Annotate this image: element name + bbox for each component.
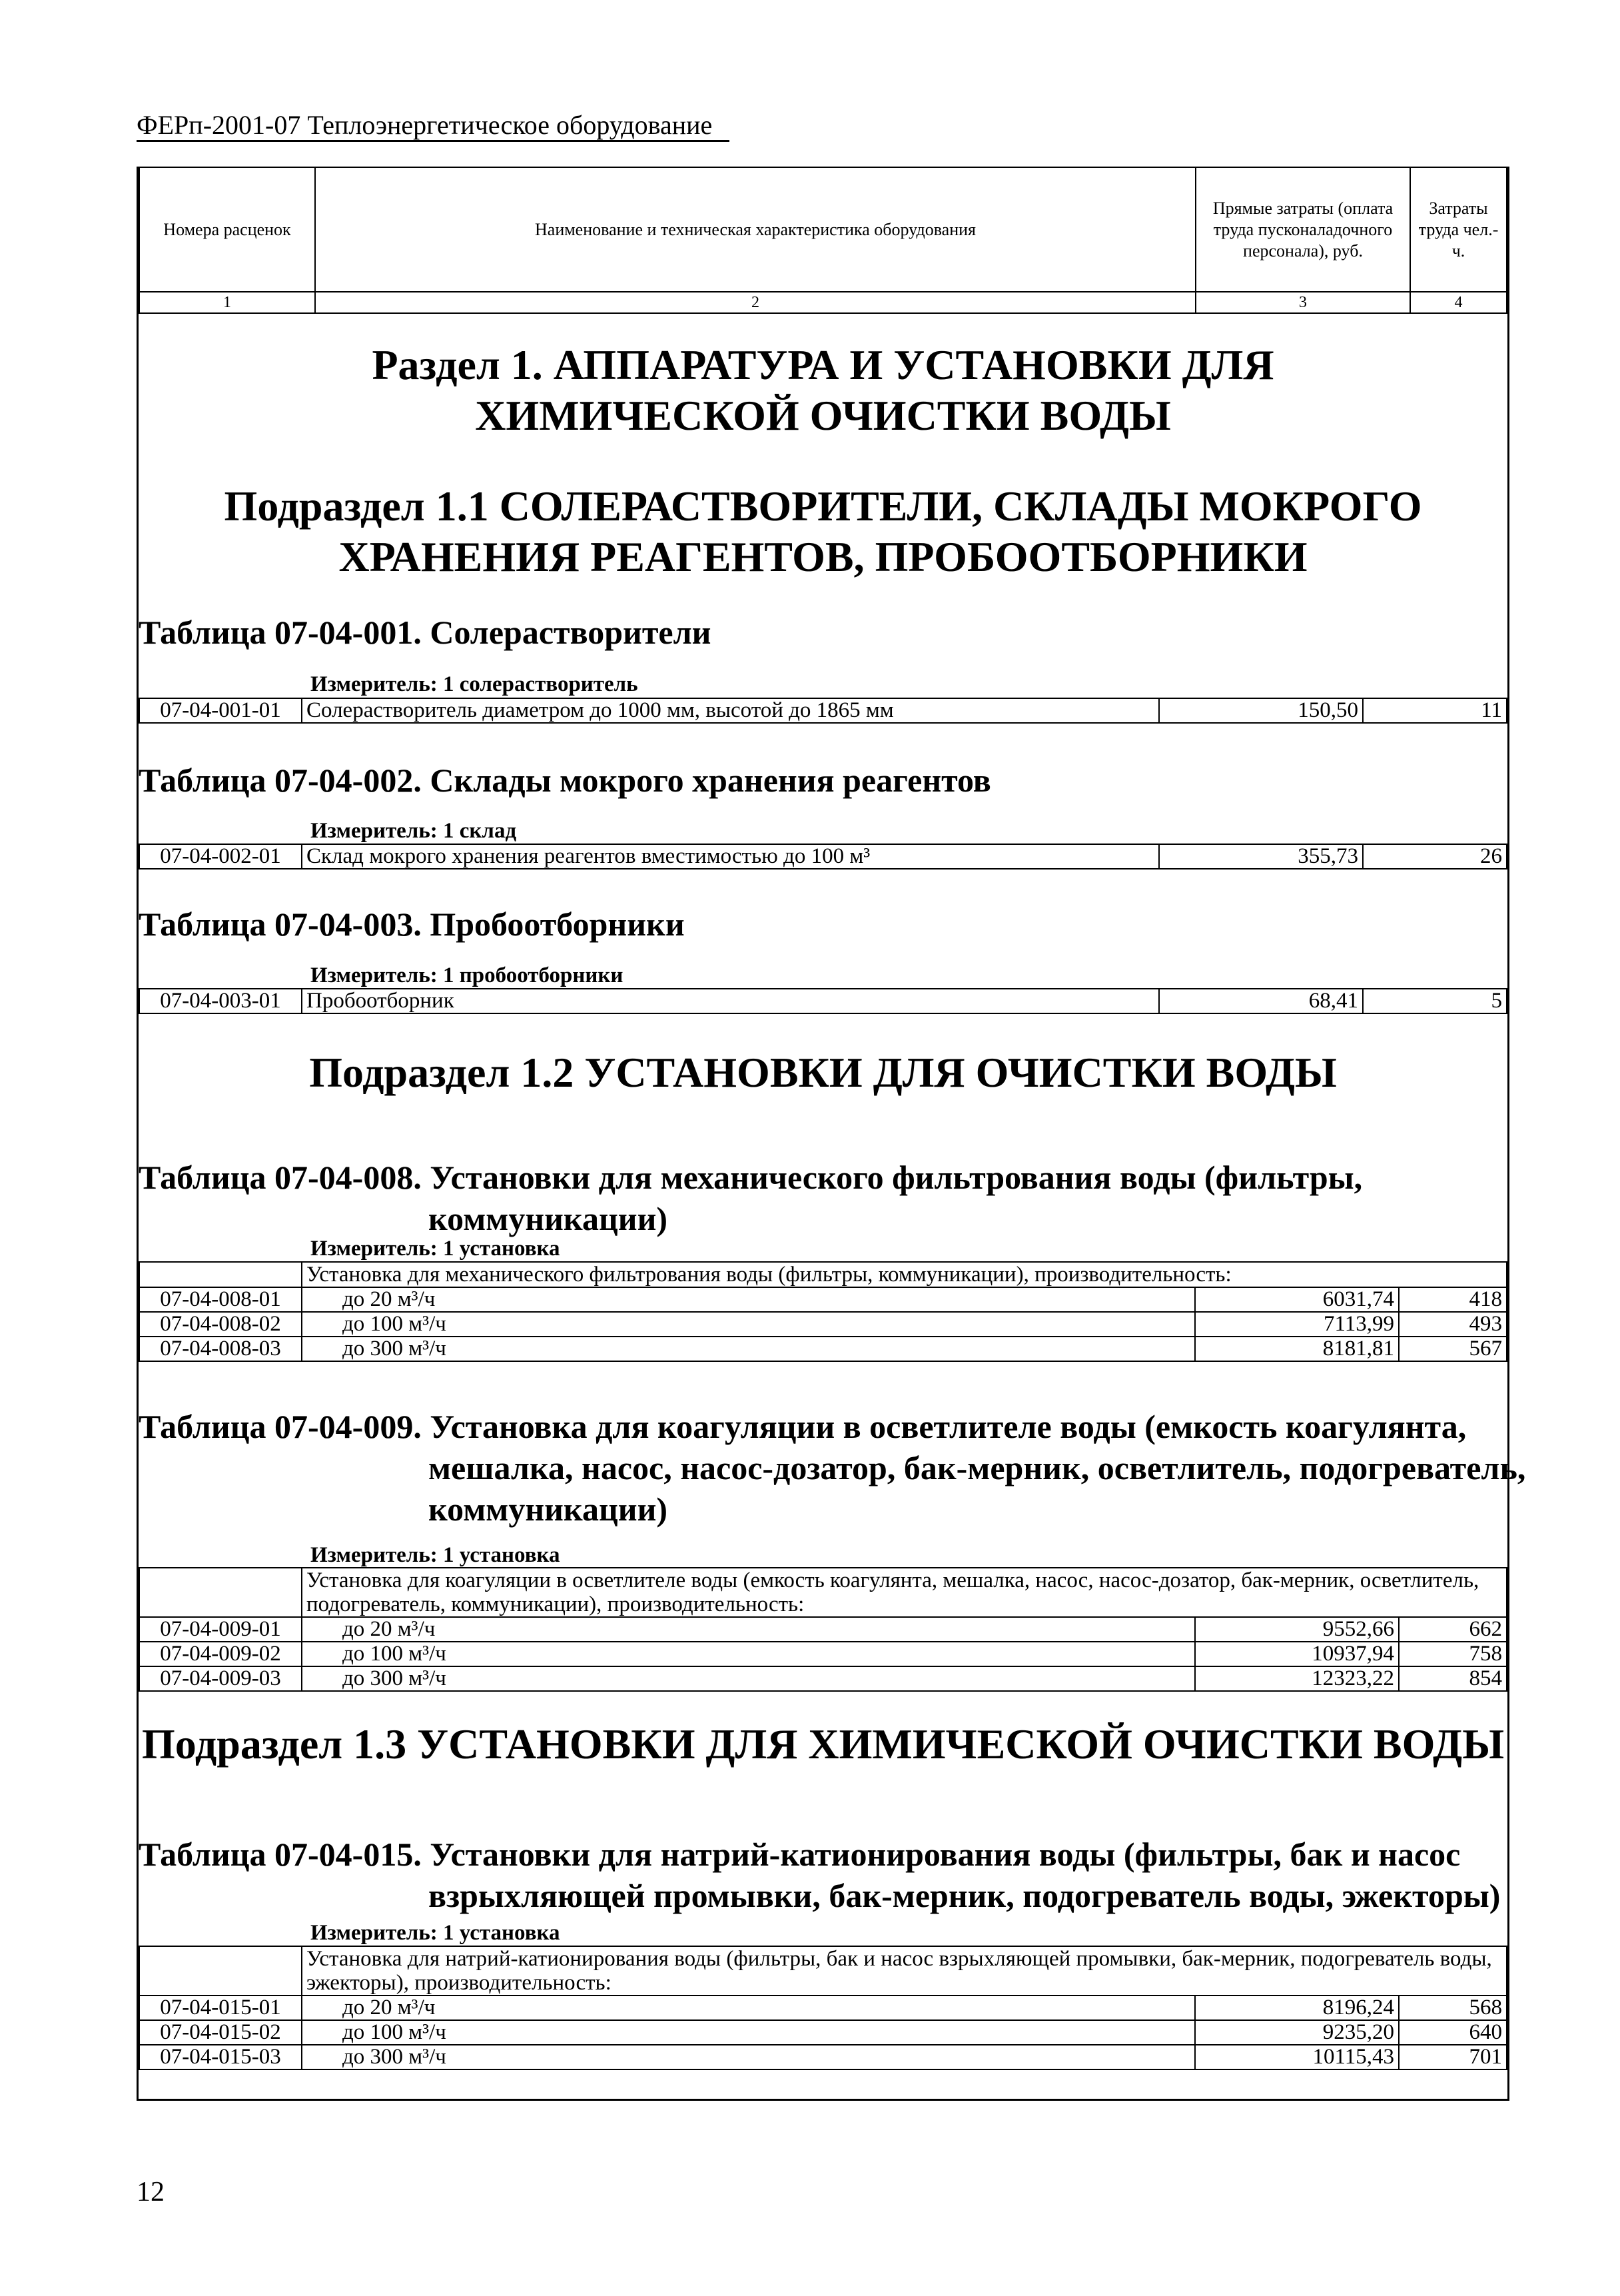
col-number-1: 1: [139, 292, 315, 313]
column-header-table: [139, 167, 1507, 314]
table-measure: Измеритель: 1 пробоотборники: [310, 963, 623, 987]
rate-direct-cost: 10937,94: [1195, 1642, 1399, 1666]
rate-name: Пробоотборник: [302, 989, 1159, 1013]
rate-labor-cost: 640: [1399, 2020, 1507, 2045]
col-number-4: 4: [1410, 292, 1507, 313]
table-title-line: взрыхляющей промывки, бак-мерник, подогреватель воды, эжекторы): [428, 1877, 1501, 1914]
table-group-row: [139, 1262, 1507, 1287]
rate-code: 07-04-009-01: [139, 1617, 302, 1642]
table-title-line: коммуникации): [428, 1200, 668, 1237]
rate-code: 07-04-009-02: [139, 1642, 302, 1666]
table-title: Таблица 07-04-003. Пробоотборники: [139, 905, 685, 943]
col-number-3: 3: [1196, 292, 1410, 313]
table-group-row: [139, 1568, 1507, 1617]
rates-table: [139, 1946, 1507, 2070]
rate-direct-cost: 8196,24: [1195, 1996, 1399, 2020]
rate-name: Солерастворитель диаметром до 1000 мм, высотой до 1865 мм: [302, 698, 1159, 723]
rate-labor-cost: 418: [1399, 1287, 1507, 1312]
table-title-line: мешалка, насос, насос-дозатор, бак-мерник, осветлитель, подогреватель,: [428, 1449, 1526, 1486]
rate-labor-cost: 701: [1399, 2045, 1507, 2069]
rate-name: до 20 м³/ч: [302, 1996, 1195, 2020]
col-number-2: 2: [315, 292, 1196, 313]
table-title: [139, 1834, 1500, 1916]
rate-code: 07-04-008-03: [139, 1337, 302, 1361]
rate-direct-cost: 8181,81: [1195, 1337, 1399, 1361]
rate-name: Склад мокрого хранения реагентов вместимостью до 100 м³: [302, 844, 1159, 869]
table-measure: Измеритель: 1 склад: [310, 819, 517, 843]
table-measure: Измеритель: 1 солерастворитель: [310, 672, 638, 696]
rate-code: 07-04-003-01: [139, 989, 302, 1013]
rates-table: [139, 1261, 1507, 1362]
rate-labor-cost: 493: [1399, 1312, 1507, 1337]
col-header-name: Наименование и техническая характеристика оборудования: [315, 167, 1196, 292]
subsection-1-3-title: Подраздел 1.3 УСТАНОВКИ ДЛЯ ХИМИЧЕСКОЙ ОЧИСТКИ ВОДЫ: [141, 1720, 1505, 1768]
rate-direct-cost: 9552,66: [1195, 1617, 1399, 1642]
table-title: Таблица 07-04-002. Склады мокрого хранения реагентов: [139, 762, 991, 799]
rate-direct-cost: 7113,99: [1195, 1312, 1399, 1337]
table-title-line: Таблица 07-04-009. Установка для коагуляции в осветлителе воды (емкость коагулянта,: [139, 1408, 1467, 1445]
rate-labor-cost: 758: [1399, 1642, 1507, 1666]
group-description: Установка для механического фильтрования воды (фильтры, коммуникации), производительность:: [302, 1262, 1507, 1287]
rate-name: до 300 м³/ч: [302, 1337, 1195, 1361]
table-row: [139, 2020, 1507, 2045]
rate-code: 07-04-015-01: [139, 1996, 302, 2020]
rate-labor-cost: 26: [1363, 844, 1507, 869]
subsection-1-2-title: Подраздел 1.2 УСТАНОВКИ ДЛЯ ОЧИСТКИ ВОДЫ: [309, 1049, 1337, 1096]
rate-name: до 20 м³/ч: [302, 1617, 1195, 1642]
page-number: 12: [137, 2177, 165, 2207]
table-row: [139, 989, 1507, 1013]
rate-name: до 300 м³/ч: [302, 1666, 1195, 1691]
table-title-line: Таблица 07-04-008. Установки для механического фильтрования воды (фильтры,: [139, 1159, 1363, 1196]
table-row: [139, 1666, 1507, 1691]
table-measure: Измеритель: 1 установка: [310, 1921, 560, 1945]
table-measure: Измеритель: 1 установка: [310, 1543, 560, 1567]
rates-table: [139, 698, 1507, 724]
rate-code: 07-04-015-02: [139, 2020, 302, 2045]
rate-code: 07-04-002-01: [139, 844, 302, 869]
rate-labor-cost: 854: [1399, 1666, 1507, 1691]
table-title-line: Таблица 07-04-015. Установки для натрий-катионирования воды (фильтры, бак и насос: [139, 1836, 1461, 1873]
rates-table: [139, 1567, 1507, 1692]
rate-code: 07-04-015-03: [139, 2045, 302, 2069]
rate-direct-cost: 355,73: [1159, 844, 1363, 869]
rate-code: 07-04-001-01: [139, 698, 302, 723]
rate-name: до 300 м³/ч: [302, 2045, 1195, 2069]
table-row: [139, 1996, 1507, 2020]
rate-name: до 100 м³/ч: [302, 1642, 1195, 1666]
section-title: Раздел 1. АППАРАТУРА И УСТАНОВКИ ДЛЯ ХИМИЧЕСКОЙ ОЧИСТКИ ВОДЫ: [372, 341, 1274, 439]
col-header-direct-costs: Прямые затраты (оплата труда пусконаладочного персонала), руб.: [1196, 167, 1410, 292]
table-row: [139, 698, 1507, 723]
rate-labor-cost: 662: [1399, 1617, 1507, 1642]
rate-labor-cost: 568: [1399, 1996, 1507, 2020]
rate-code: 07-04-008-02: [139, 1312, 302, 1337]
page-header: ФЕРп-2001-07 Теплоэнергетическое оборудование: [137, 111, 729, 142]
rates-table: [139, 988, 1507, 1014]
table-group-row: [139, 1946, 1507, 1996]
table-row: [139, 1617, 1507, 1642]
table-row: [139, 1287, 1507, 1312]
col-header-code: Номера расценок: [139, 167, 315, 292]
table-row: [139, 2045, 1507, 2069]
rate-labor-cost: 5: [1363, 989, 1507, 1013]
table-measure: Измеритель: 1 установка: [310, 1237, 560, 1261]
group-description: Установка для натрий-катионирования воды (фильтры, бак и насос взрыхляющей промывки, бак-мерник, подогреватель воды, эжекторы), производительность:: [302, 1946, 1507, 1996]
rate-direct-cost: 9235,20: [1195, 2020, 1399, 2045]
table-row: [139, 844, 1507, 869]
rate-direct-cost: 10115,43: [1195, 2045, 1399, 2069]
col-header-labor-costs: Затраты труда чел.-ч.: [1410, 167, 1507, 292]
rate-labor-cost: 567: [1399, 1337, 1507, 1361]
rate-direct-cost: 68,41: [1159, 989, 1363, 1013]
rate-name: до 100 м³/ч: [302, 1312, 1195, 1337]
table-title-line: коммуникации): [428, 1490, 668, 1528]
rate-code: 07-04-009-03: [139, 1666, 302, 1691]
rate-direct-cost: 12323,22: [1195, 1666, 1399, 1691]
rate-name: до 20 м³/ч: [302, 1287, 1195, 1312]
rates-table: [139, 844, 1507, 869]
document-frame: [137, 167, 1526, 2101]
rate-labor-cost: 11: [1363, 698, 1507, 723]
table-title: Таблица 07-04-001. Солерастворители: [139, 614, 711, 651]
rate-code: 07-04-008-01: [139, 1287, 302, 1312]
table-row: [139, 1642, 1507, 1666]
table-title: [139, 1406, 1525, 1530]
table-title: [139, 1157, 1362, 1239]
table-row: [139, 1337, 1507, 1361]
subsection-1-1-title: Подраздел 1.1 СОЛЕРАСТВОРИТЕЛИ, СКЛАДЫ МОКРОГО ХРАНЕНИЯ РЕАГЕНТОВ, ПРОБООТБОРНИКИ: [224, 482, 1422, 580]
rate-name: до 100 м³/ч: [302, 2020, 1195, 2045]
rate-direct-cost: 6031,74: [1195, 1287, 1399, 1312]
table-row: [139, 1312, 1507, 1337]
group-description: Установка для коагуляции в осветлителе воды (емкость коагулянта, мешалка, насос, насос-дозатор, бак-мерник, осветлитель, подогреватель, коммуникации), производительность:: [302, 1568, 1507, 1617]
rate-direct-cost: 150,50: [1159, 698, 1363, 723]
